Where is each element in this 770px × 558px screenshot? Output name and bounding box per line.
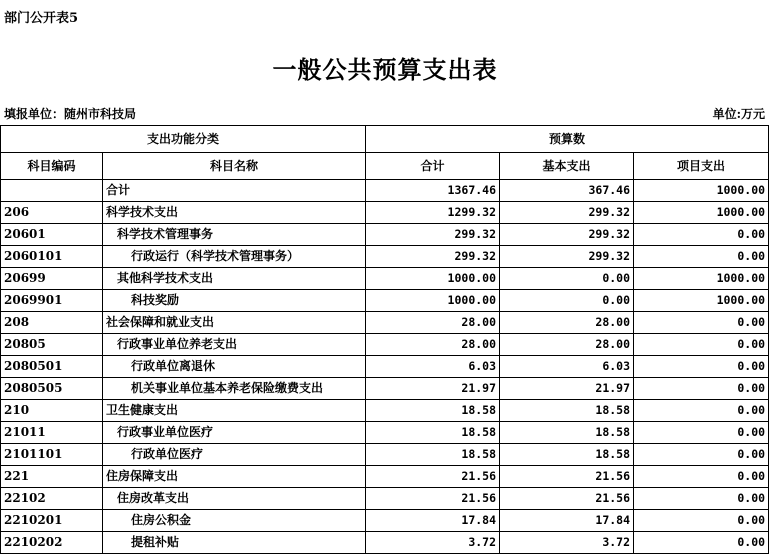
name-cell: 机关事业单位基本养老保险缴费支出 — [103, 378, 366, 400]
project-cell: 0.00 — [634, 444, 769, 466]
total-cell: 1299.32 — [366, 202, 500, 224]
form-number-label: 部门公开表5 — [4, 11, 79, 26]
table-row — [1, 312, 769, 334]
table-row — [1, 444, 769, 466]
name-cell: 卫生健康支出 — [103, 400, 366, 422]
basic-cell: 0.00 — [500, 290, 634, 312]
basic-cell: 18.58 — [500, 422, 634, 444]
column-header-code: 科目编码 — [1, 153, 103, 180]
name-cell: 提租补贴 — [103, 532, 366, 554]
name-cell: 行政单位医疗 — [103, 444, 366, 466]
basic-cell: 28.00 — [500, 312, 634, 334]
table-row — [1, 268, 769, 290]
basic-cell: 18.58 — [500, 400, 634, 422]
name-cell: 住房改革支出 — [103, 488, 366, 510]
name-cell: 科学技术支出 — [103, 202, 366, 224]
total-cell: 18.58 — [366, 444, 500, 466]
total-cell: 28.00 — [366, 334, 500, 356]
project-cell: 0.00 — [634, 400, 769, 422]
name-cell: 其他科学技术支出 — [103, 268, 366, 290]
budget-expenditure-table — [0, 125, 769, 554]
code-cell: 2101101 — [1, 444, 103, 466]
table-row — [1, 290, 769, 312]
column-header-name: 科目名称 — [103, 153, 366, 180]
budget-amount-header: 预算数 — [366, 126, 769, 153]
project-cell: 1000.00 — [634, 180, 769, 202]
name-cell: 行政运行（科学技术管理事务） — [103, 246, 366, 268]
name-cell: 合计 — [103, 180, 366, 202]
project-cell: 1000.00 — [634, 202, 769, 224]
table-body — [1, 180, 769, 554]
total-cell: 299.32 — [366, 224, 500, 246]
table-row — [1, 356, 769, 378]
table-row — [1, 532, 769, 554]
project-cell: 0.00 — [634, 356, 769, 378]
total-cell: 1000.00 — [366, 268, 500, 290]
table-row — [1, 202, 769, 224]
project-cell: 0.00 — [634, 378, 769, 400]
total-cell: 21.56 — [366, 488, 500, 510]
code-cell: 21011 — [1, 422, 103, 444]
table-row — [1, 466, 769, 488]
table-row — [1, 180, 769, 202]
column-header-basic: 基本支出 — [500, 153, 634, 180]
project-cell: 0.00 — [634, 312, 769, 334]
total-cell: 299.32 — [366, 246, 500, 268]
basic-cell: 21.56 — [500, 466, 634, 488]
name-cell: 住房保障支出 — [103, 466, 366, 488]
name-cell: 科学技术管理事务 — [103, 224, 366, 246]
code-cell: 210 — [1, 400, 103, 422]
table-column-header-row — [1, 153, 769, 180]
total-cell: 1367.46 — [366, 180, 500, 202]
basic-cell: 21.56 — [500, 488, 634, 510]
table-row — [1, 378, 769, 400]
table-row — [1, 488, 769, 510]
report-info-line — [0, 105, 770, 121]
project-cell: 0.00 — [634, 334, 769, 356]
table-row — [1, 510, 769, 532]
code-cell: 206 — [1, 202, 103, 224]
code-cell — [1, 180, 103, 202]
column-header-project: 项目支出 — [634, 153, 769, 180]
basic-cell: 299.32 — [500, 224, 634, 246]
table-group-header-row — [1, 126, 769, 153]
reporting-unit-label: 填报单位：随州市科技局 — [4, 107, 137, 121]
name-cell: 行政事业单位养老支出 — [103, 334, 366, 356]
name-cell: 行政单位离退休 — [103, 356, 366, 378]
table-row — [1, 224, 769, 246]
code-cell: 2210201 — [1, 510, 103, 532]
project-cell: 0.00 — [634, 466, 769, 488]
page-title: 一般公共预算支出表 — [272, 55, 498, 84]
project-cell: 1000.00 — [634, 290, 769, 312]
code-cell: 2060101 — [1, 246, 103, 268]
table-row — [1, 400, 769, 422]
code-cell: 22102 — [1, 488, 103, 510]
basic-cell: 17.84 — [500, 510, 634, 532]
basic-cell: 299.32 — [500, 246, 634, 268]
basic-cell: 6.03 — [500, 356, 634, 378]
project-cell: 0.00 — [634, 488, 769, 510]
code-cell: 2080505 — [1, 378, 103, 400]
total-cell: 18.58 — [366, 400, 500, 422]
name-cell: 社会保障和就业支出 — [103, 312, 366, 334]
code-cell: 2080501 — [1, 356, 103, 378]
table-row — [1, 246, 769, 268]
code-cell: 20601 — [1, 224, 103, 246]
name-cell: 行政事业单位医疗 — [103, 422, 366, 444]
total-cell: 18.58 — [366, 422, 500, 444]
code-cell: 20699 — [1, 268, 103, 290]
basic-cell: 21.97 — [500, 378, 634, 400]
project-cell: 0.00 — [634, 224, 769, 246]
function-classification-header: 支出功能分类 — [1, 126, 366, 153]
total-cell: 3.72 — [366, 532, 500, 554]
code-cell: 2210202 — [1, 532, 103, 554]
code-cell: 2069901 — [1, 290, 103, 312]
currency-unit-label: 单位:万元 — [712, 107, 765, 121]
basic-cell: 299.32 — [500, 202, 634, 224]
project-cell: 0.00 — [634, 422, 769, 444]
table-row — [1, 334, 769, 356]
name-cell: 住房公积金 — [103, 510, 366, 532]
basic-cell: 0.00 — [500, 268, 634, 290]
code-cell: 20805 — [1, 334, 103, 356]
total-cell: 21.56 — [366, 466, 500, 488]
basic-cell: 3.72 — [500, 532, 634, 554]
table-row — [1, 422, 769, 444]
project-cell: 0.00 — [634, 510, 769, 532]
project-cell: 0.00 — [634, 246, 769, 268]
total-cell: 6.03 — [366, 356, 500, 378]
total-cell: 21.97 — [366, 378, 500, 400]
code-cell: 208 — [1, 312, 103, 334]
project-cell: 1000.00 — [634, 268, 769, 290]
basic-cell: 367.46 — [500, 180, 634, 202]
total-cell: 28.00 — [366, 312, 500, 334]
total-cell: 1000.00 — [366, 290, 500, 312]
basic-cell: 28.00 — [500, 334, 634, 356]
name-cell: 科技奖励 — [103, 290, 366, 312]
project-cell: 0.00 — [634, 532, 769, 554]
column-header-total: 合计 — [366, 153, 500, 180]
code-cell: 221 — [1, 466, 103, 488]
basic-cell: 18.58 — [500, 444, 634, 466]
total-cell: 17.84 — [366, 510, 500, 532]
